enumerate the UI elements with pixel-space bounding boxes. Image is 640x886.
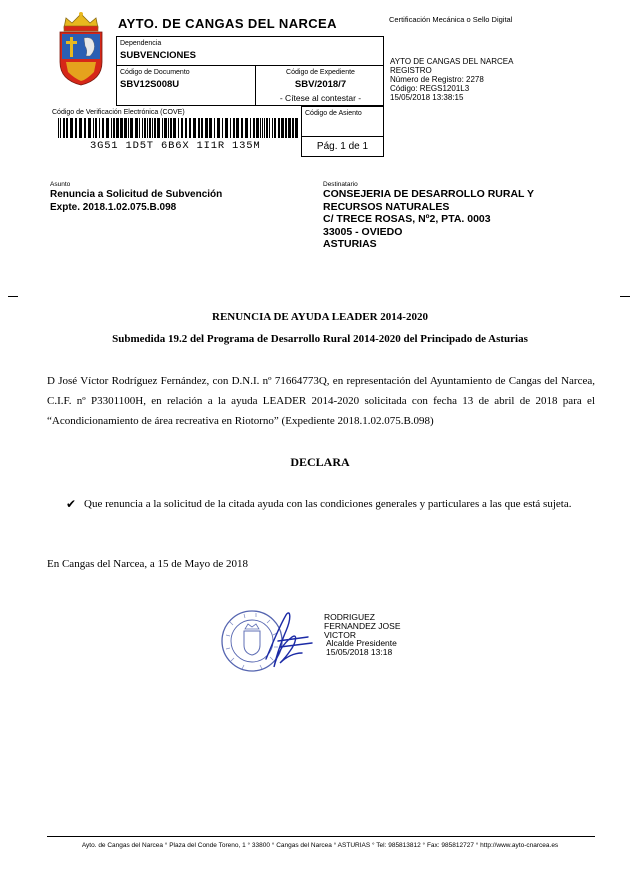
declara-heading: DECLARA	[290, 455, 350, 469]
signer-block	[324, 613, 401, 657]
fold-mark-left	[8, 296, 18, 297]
page-indicator: Pág. 1 de 1	[302, 136, 383, 156]
registry-stamp	[390, 57, 513, 102]
cove-label: Código de Verificación Electrónica (COVE)	[52, 109, 185, 116]
document-header-box	[116, 36, 384, 106]
cove-code: 3G51 1D5T 6B6X 1I1R 135M	[90, 140, 261, 152]
official-seal-and-signature	[220, 607, 320, 675]
file-code-note: - Cítese al contestar -	[279, 93, 362, 103]
asiento-box	[301, 106, 384, 157]
check-icon: ✔	[66, 497, 77, 511]
subject-file: Expte. 2018.1.02.075.B.098	[50, 202, 177, 213]
file-code-label: Código de Expediente	[286, 69, 355, 76]
signature-datetime: 15/05/2018 13:18	[326, 647, 393, 658]
signer-name: RODRIGUEZ	[324, 612, 375, 622]
recipient-line: RECURSOS NATURALES	[323, 200, 450, 213]
registry-datetime: 15/05/2018 13:38:15	[390, 93, 464, 102]
registry-line: REGISTRO	[390, 66, 432, 75]
footer-divider	[47, 836, 595, 837]
recipient-label: Destinatario	[323, 181, 358, 188]
place-date: En Cangas del Narcea, a 15 de Mayo de 2018	[47, 558, 248, 570]
subject-label: Asunto	[50, 181, 71, 188]
document-subtitle: Submedida 19.2 del Programa de Desarrollo Rural 2014-2020 del Principado de Asturias	[112, 333, 528, 345]
signer-name: FERNANDEZ JOSE	[324, 620, 401, 631]
registry-code: Código: REGS1201L3	[390, 84, 470, 93]
dependencia-value: SUBVENCIONES	[120, 50, 197, 61]
footer-contact: Ayto. de Cangas del Narcea ° Plaza del Conde Toreno, 1 ° 33800 ° Cangas del Narcea ° ASTURIAS ° Tel: 985813812 ° Fax: 985812727 ° http://www.ayto-cnarcea.es	[81, 842, 559, 849]
recipient-line: CONSEJERIA DE DESARROLLO RURAL Y	[323, 188, 534, 200]
recipient-region: ASTURIAS	[323, 238, 377, 250]
signer-role: Alcalde Presidente	[326, 638, 397, 649]
recipient-city: 33005 - OVIEDO	[323, 225, 403, 238]
subject-line: Renuncia a Solicitud de Subvención	[50, 189, 223, 200]
coat-of-arms-logo	[56, 10, 106, 86]
signer-name: VICTOR	[324, 629, 356, 640]
certification-label: Certificación Mecánica o Sello Digital	[389, 15, 513, 24]
organization-title: AYTO. DE CANGAS DEL NARCEA	[118, 16, 337, 31]
intro-paragraph: D José Víctor Rodríguez Fernández, con D.N.I. nº 71664773Q, en representación del Ayuntamiento de Cangas del Narcea, C.I.F. nº P3301100H, en relación a la ayuda LEADER 2014-2020 solicitada con fecha 13 de abril de 2018 para el “Acondicionamiento de área recreativa en Riotorno” (Expediente 2018.1.02.075.B.098)	[47, 375, 595, 427]
registry-number: Número de Registro: 2278	[390, 75, 484, 84]
file-code-value: SBV/2018/7	[294, 79, 347, 90]
dependencia-label: Dependencia	[120, 40, 162, 47]
barcode	[58, 118, 298, 138]
fold-mark-right	[620, 296, 630, 297]
asiento-label: Código de Asiento	[305, 110, 362, 117]
document-title: RENUNCIA DE AYUDA LEADER 2014-2020	[212, 311, 428, 323]
recipient-street: C/ TRECE ROSAS, Nº2, PTA. 0003	[323, 213, 491, 225]
declaration-item: Que renuncia a la solicitud de la citada ayuda con las condiciones generales y particulares a las que está sujeta.	[84, 498, 572, 510]
subject-block	[50, 188, 222, 214]
document-code-value: SBV12S008U	[120, 79, 180, 90]
registry-line: AYTO DE CANGAS DEL NARCEA	[390, 57, 514, 66]
document-code-label: Código de Documento	[120, 69, 190, 76]
recipient-address	[323, 188, 534, 251]
